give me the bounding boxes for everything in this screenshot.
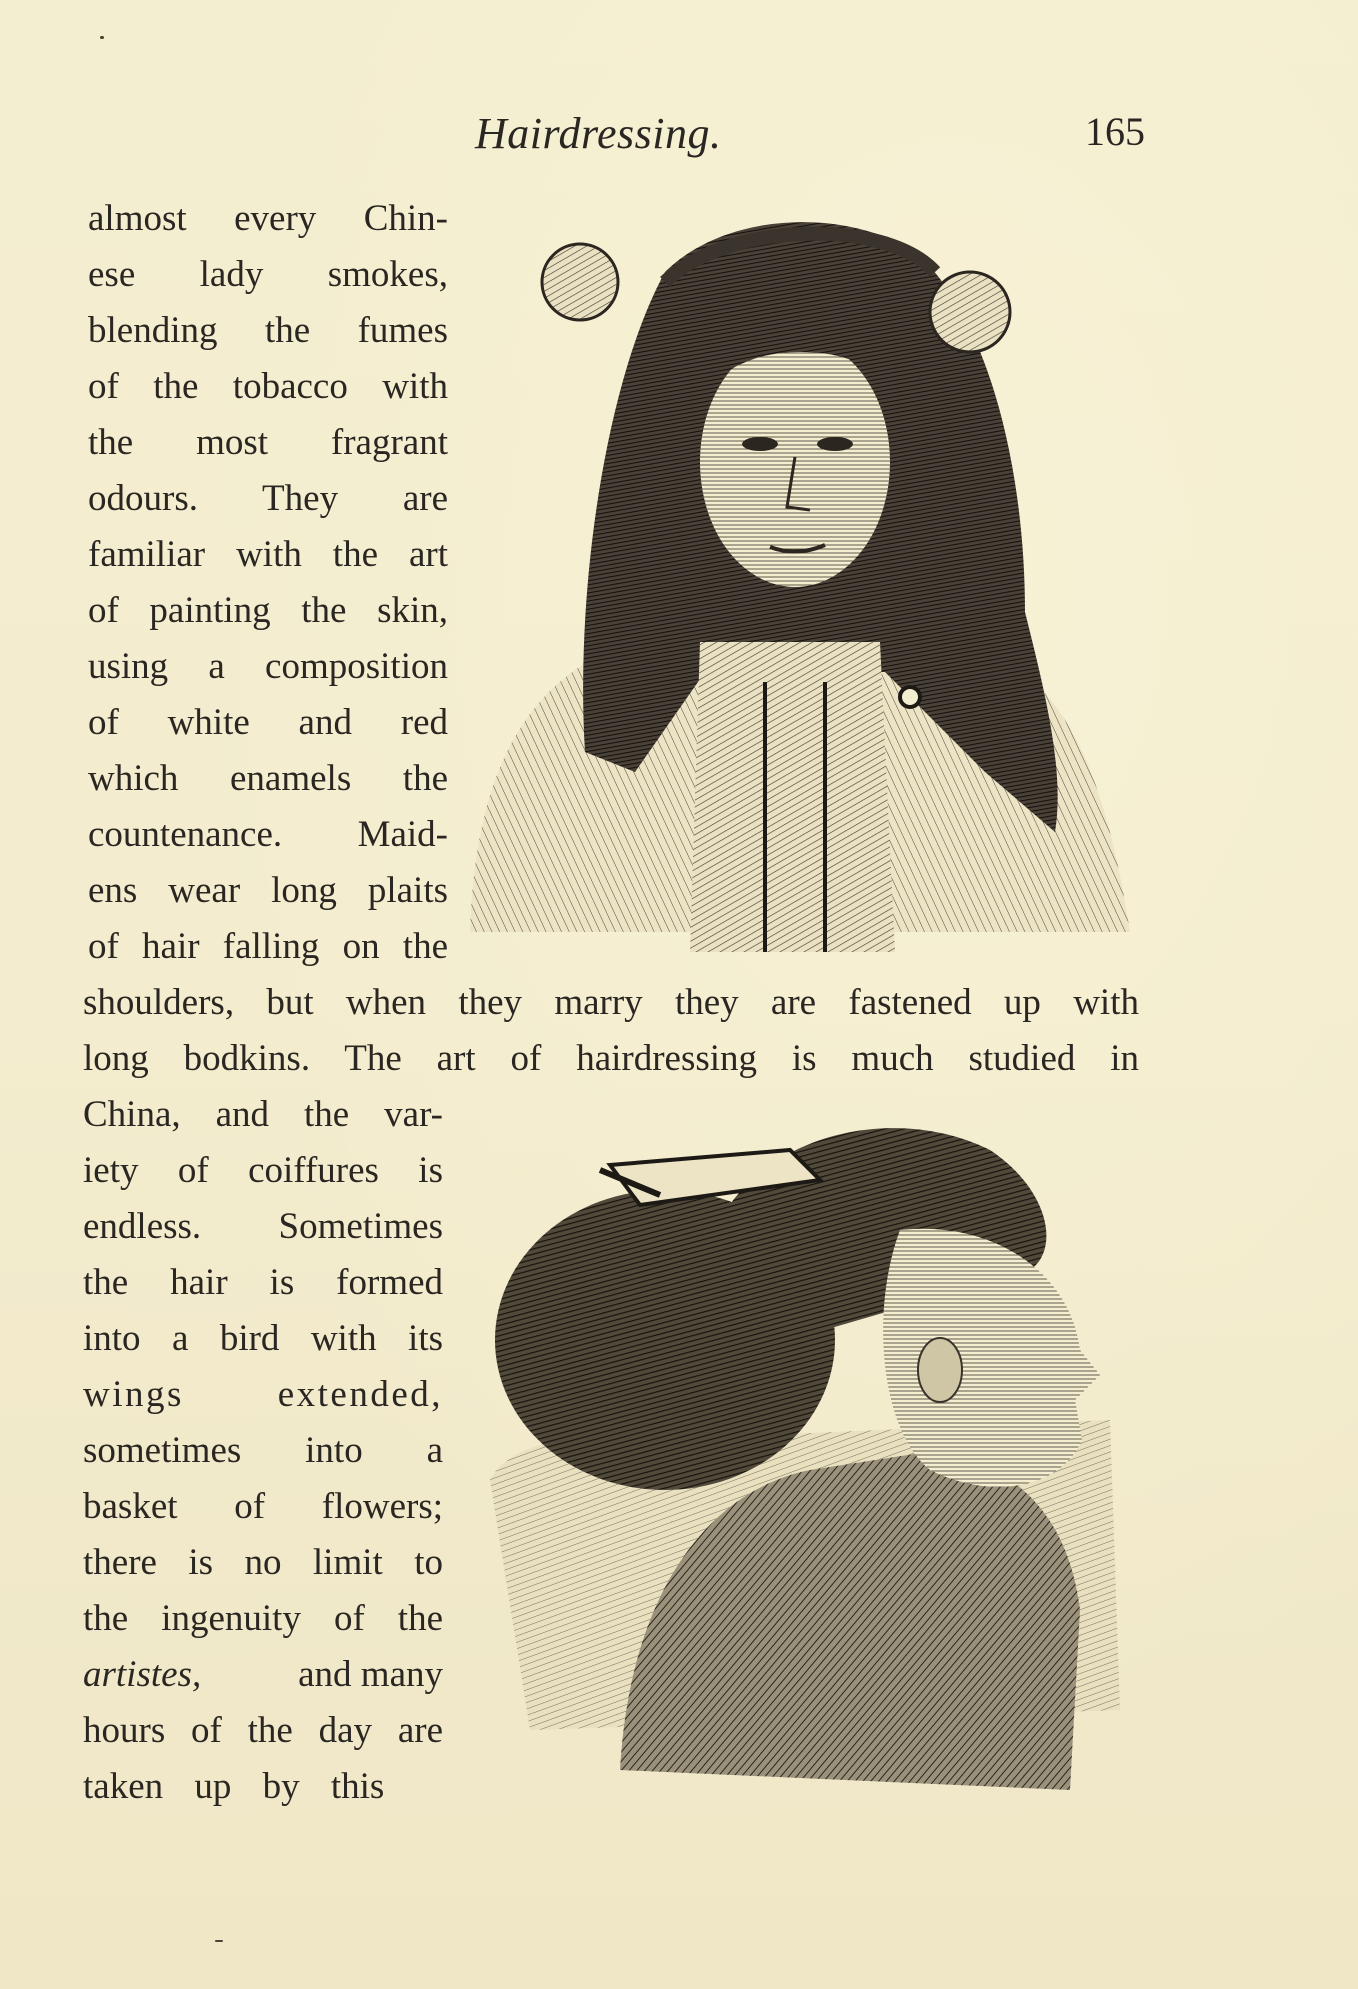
page-header [80,108,1145,168]
text-line: the most fragrant [88,422,448,463]
text-line: there is no limit to [83,1542,443,1583]
text-line: hours of the day are [83,1710,443,1751]
page-number: 165 [1085,109,1145,154]
text-line: using a composition [88,646,448,687]
text-line: endless. Sometimes [83,1206,443,1247]
text-line: shoulders, but when they marry they are fastened up with [83,982,1139,1023]
text-line: blending the fumes [88,310,448,351]
speck [215,1940,223,1942]
text-line: into a bird with its [83,1318,443,1359]
text-line: China, and the var- [83,1094,443,1135]
text-line: of white and red [88,702,448,743]
illustration-bottom [470,1110,1140,1810]
text-line: of the tobacco with [88,366,448,407]
text-line: odours. They are [88,478,448,519]
text-line: almost every Chin- [88,198,448,239]
line-rest: and many [298,1654,443,1695]
text-line: taken up by this [83,1766,385,1807]
text-line: countenance. Maid- [88,814,448,855]
text-line: of painting the skin, [88,590,448,631]
italic-word: artistes, [83,1654,202,1695]
text-line: of hair falling on the [88,926,448,967]
running-title: Hairdressing. [475,109,722,158]
portrait-maiden-icon [465,212,1135,952]
text-line: ens wear long plaits [88,870,448,911]
portrait-coiffure-icon [470,1110,1140,1810]
text-line: ese lady smokes, [88,254,448,295]
text-line: familiar with the art [88,534,448,575]
text-line: iety of coiffures is [83,1150,443,1191]
text-line: long bodkins. The art of hairdressing is much studied in [83,1038,1139,1079]
text-line: wings extended, [83,1374,443,1415]
speck [100,36,104,39]
text-line: which enamels the [88,758,448,799]
text-line: sometimes into a [83,1430,443,1471]
text-line: the ingenuity of the [83,1598,443,1639]
illustration-top [465,212,1135,952]
text-line [83,1647,443,1703]
text-line: the hair is formed [83,1262,443,1303]
text-line: basket of flowers; [83,1486,443,1527]
